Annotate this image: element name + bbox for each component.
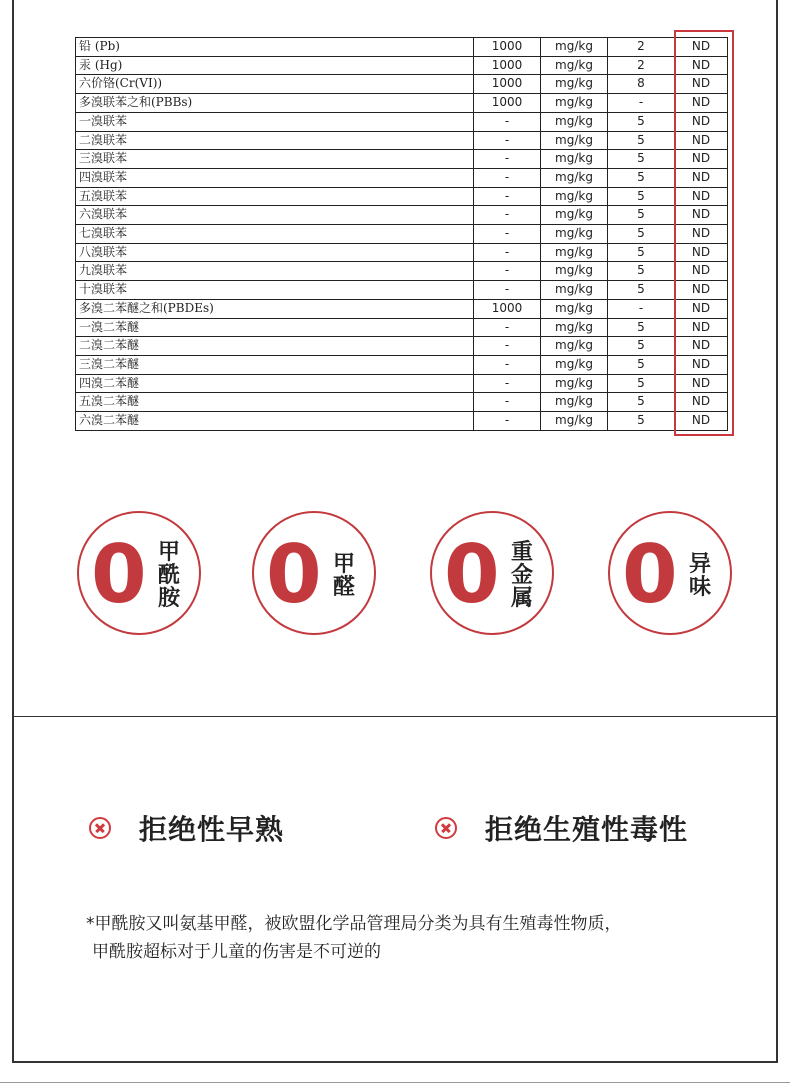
cell-mdl: 5: [608, 243, 675, 262]
claim-label: 拒绝性早熟: [139, 813, 285, 846]
cell-substance: 多溴二苯醚之和(PBDEs): [76, 299, 474, 318]
cell-mdl: 5: [608, 225, 675, 244]
cell-unit: mg/kg: [541, 243, 608, 262]
cell-mdl: 5: [608, 412, 675, 431]
cell-unit: mg/kg: [541, 168, 608, 187]
table-row: [76, 75, 728, 94]
cell-limit: 1000: [474, 94, 541, 113]
cell-unit: mg/kg: [541, 75, 608, 94]
cell-unit: mg/kg: [541, 262, 608, 281]
badge-char: 金: [510, 563, 533, 588]
badge-label: [156, 541, 182, 610]
table-row: [76, 131, 728, 150]
circle-x-icon: [89, 817, 111, 839]
cell-unit: mg/kg: [541, 56, 608, 75]
cell-substance: 二溴联苯: [76, 131, 474, 150]
badge-char: 重: [510, 540, 533, 565]
cell-result: ND: [675, 355, 728, 374]
section-divider: [12, 716, 778, 717]
cell-mdl: 8: [608, 75, 675, 94]
badge-char: 属: [510, 586, 533, 611]
cell-result: ND: [675, 393, 728, 412]
cell-unit: mg/kg: [541, 393, 608, 412]
footnote-line-1: *甲酰胺又叫氨基甲醛，被欧盟化学品管理局分类为具有生殖毒性物质，: [86, 914, 622, 934]
badge-zero: 0: [622, 528, 678, 621]
table-row: [76, 38, 728, 57]
table-row: [76, 94, 728, 113]
cell-result: ND: [675, 187, 728, 206]
footnote-line-2: 甲酰胺超标对于儿童的伤害是不可逆的: [92, 942, 381, 962]
footnote: [86, 910, 726, 966]
cell-limit: -: [474, 318, 541, 337]
cell-mdl: 5: [608, 262, 675, 281]
cell-limit: 1000: [474, 299, 541, 318]
cell-result: ND: [675, 412, 728, 431]
cell-substance: 六价铬(Cr(VI)): [76, 75, 474, 94]
cell-substance: 七溴联苯: [76, 225, 474, 244]
badge-char: 醛: [332, 575, 355, 600]
badge-char: 味: [688, 575, 711, 600]
cell-limit: -: [474, 243, 541, 262]
cell-unit: mg/kg: [541, 112, 608, 131]
cell-substance: 一溴二苯醚: [76, 318, 474, 337]
cell-unit: mg/kg: [541, 318, 608, 337]
cell-result: ND: [675, 243, 728, 262]
claim-label: 拒绝生殖性毒性: [485, 813, 689, 846]
circle-x-icon: [435, 817, 457, 839]
cell-substance: 铅 (Pb): [76, 38, 474, 57]
cell-substance: 二溴二苯醚: [76, 337, 474, 356]
table-row: [76, 412, 728, 431]
table-row: [76, 281, 728, 300]
cell-result: ND: [675, 112, 728, 131]
cell-mdl: 5: [608, 206, 675, 225]
cell-result: ND: [675, 38, 728, 57]
cell-substance: 六溴二苯醚: [76, 412, 474, 431]
cell-limit: 1000: [474, 38, 541, 57]
badge-odor: [608, 511, 732, 635]
cell-unit: mg/kg: [541, 94, 608, 113]
cell-substance: 八溴联苯: [76, 243, 474, 262]
frame-right-border: [776, 0, 778, 1062]
table-row: [76, 56, 728, 75]
cell-mdl: -: [608, 94, 675, 113]
page-bottom-line: [0, 1082, 790, 1083]
cell-result: ND: [675, 299, 728, 318]
cell-mdl: -: [608, 299, 675, 318]
badge-heavy-metal: [430, 511, 554, 635]
badge-formamide: [77, 511, 201, 635]
table-row: [76, 337, 728, 356]
cell-mdl: 2: [608, 56, 675, 75]
test-results-table: [75, 37, 728, 431]
cell-substance: 五溴联苯: [76, 187, 474, 206]
badge-char: 甲: [332, 552, 355, 577]
cell-unit: mg/kg: [541, 206, 608, 225]
cell-result: ND: [675, 318, 728, 337]
cell-limit: -: [474, 337, 541, 356]
cell-mdl: 5: [608, 374, 675, 393]
badge-label: [331, 553, 357, 599]
cell-result: ND: [675, 94, 728, 113]
cell-limit: -: [474, 281, 541, 300]
cell-unit: mg/kg: [541, 355, 608, 374]
cell-substance: 四溴联苯: [76, 168, 474, 187]
cell-result: ND: [675, 262, 728, 281]
cell-result: ND: [675, 150, 728, 169]
cell-unit: mg/kg: [541, 299, 608, 318]
cell-limit: -: [474, 262, 541, 281]
cell-substance: 汞 (Hg): [76, 56, 474, 75]
cell-unit: mg/kg: [541, 150, 608, 169]
cell-result: ND: [675, 281, 728, 300]
table-row: [76, 299, 728, 318]
cell-limit: 1000: [474, 56, 541, 75]
badge-zero: 0: [91, 528, 147, 621]
badge-char: 酰: [157, 563, 180, 588]
cell-mdl: 5: [608, 131, 675, 150]
badge-zero: 0: [444, 528, 500, 621]
cell-substance: 三溴二苯醚: [76, 355, 474, 374]
table-row: [76, 168, 728, 187]
badge-char: 异: [688, 552, 711, 577]
cell-mdl: 5: [608, 150, 675, 169]
claim-no-reproductive-toxicity: [435, 808, 688, 848]
cell-limit: -: [474, 206, 541, 225]
table-row: [76, 187, 728, 206]
table-row: [76, 243, 728, 262]
cell-limit: -: [474, 355, 541, 374]
cell-limit: -: [474, 187, 541, 206]
cell-substance: 多溴联苯之和(PBBs): [76, 94, 474, 113]
cell-substance: 一溴联苯: [76, 112, 474, 131]
cell-substance: 九溴联苯: [76, 262, 474, 281]
cell-substance: 十溴联苯: [76, 281, 474, 300]
table-row: [76, 112, 728, 131]
cell-limit: -: [474, 150, 541, 169]
cell-limit: -: [474, 412, 541, 431]
cell-unit: mg/kg: [541, 337, 608, 356]
cell-result: ND: [675, 206, 728, 225]
cell-limit: -: [474, 374, 541, 393]
cell-limit: -: [474, 112, 541, 131]
cell-mdl: 5: [608, 337, 675, 356]
badge-zero: 0: [266, 528, 322, 621]
cell-result: ND: [675, 337, 728, 356]
cell-result: ND: [675, 131, 728, 150]
cell-result: ND: [675, 75, 728, 94]
cell-limit: -: [474, 393, 541, 412]
cell-substance: 三溴联苯: [76, 150, 474, 169]
cell-limit: -: [474, 168, 541, 187]
badge-formaldehyde: [252, 511, 376, 635]
table-row: [76, 206, 728, 225]
cell-mdl: 5: [608, 318, 675, 337]
cell-mdl: 5: [608, 393, 675, 412]
table-row: [76, 374, 728, 393]
cell-unit: mg/kg: [541, 187, 608, 206]
table-row: [76, 393, 728, 412]
cell-substance: 四溴二苯醚: [76, 374, 474, 393]
table-row: [76, 225, 728, 244]
cell-mdl: 5: [608, 355, 675, 374]
cell-result: ND: [675, 225, 728, 244]
cell-mdl: 5: [608, 112, 675, 131]
cell-substance: 六溴联苯: [76, 206, 474, 225]
cell-limit: -: [474, 225, 541, 244]
cell-unit: mg/kg: [541, 38, 608, 57]
cell-substance: 五溴二苯醚: [76, 393, 474, 412]
badge-char: 胺: [157, 586, 180, 611]
frame-left-border: [12, 0, 14, 1062]
cell-unit: mg/kg: [541, 281, 608, 300]
cell-unit: mg/kg: [541, 374, 608, 393]
cell-limit: -: [474, 131, 541, 150]
cell-mdl: 5: [608, 187, 675, 206]
frame-bottom-border: [12, 1061, 778, 1063]
test-results-body: [76, 38, 728, 431]
cell-mdl: 5: [608, 281, 675, 300]
cell-mdl: 2: [608, 38, 675, 57]
cell-unit: mg/kg: [541, 131, 608, 150]
cell-result: ND: [675, 56, 728, 75]
table-row: [76, 262, 728, 281]
badge-label: [509, 541, 535, 610]
cell-unit: mg/kg: [541, 225, 608, 244]
table-row: [76, 150, 728, 169]
cell-result: ND: [675, 374, 728, 393]
badge-label: [687, 553, 713, 599]
cell-limit: 1000: [474, 75, 541, 94]
claim-no-precocious-puberty: [89, 808, 284, 848]
cell-mdl: 5: [608, 168, 675, 187]
badge-char: 甲: [157, 540, 180, 565]
cell-result: ND: [675, 168, 728, 187]
cell-unit: mg/kg: [541, 412, 608, 431]
table-row: [76, 355, 728, 374]
table-row: [76, 318, 728, 337]
